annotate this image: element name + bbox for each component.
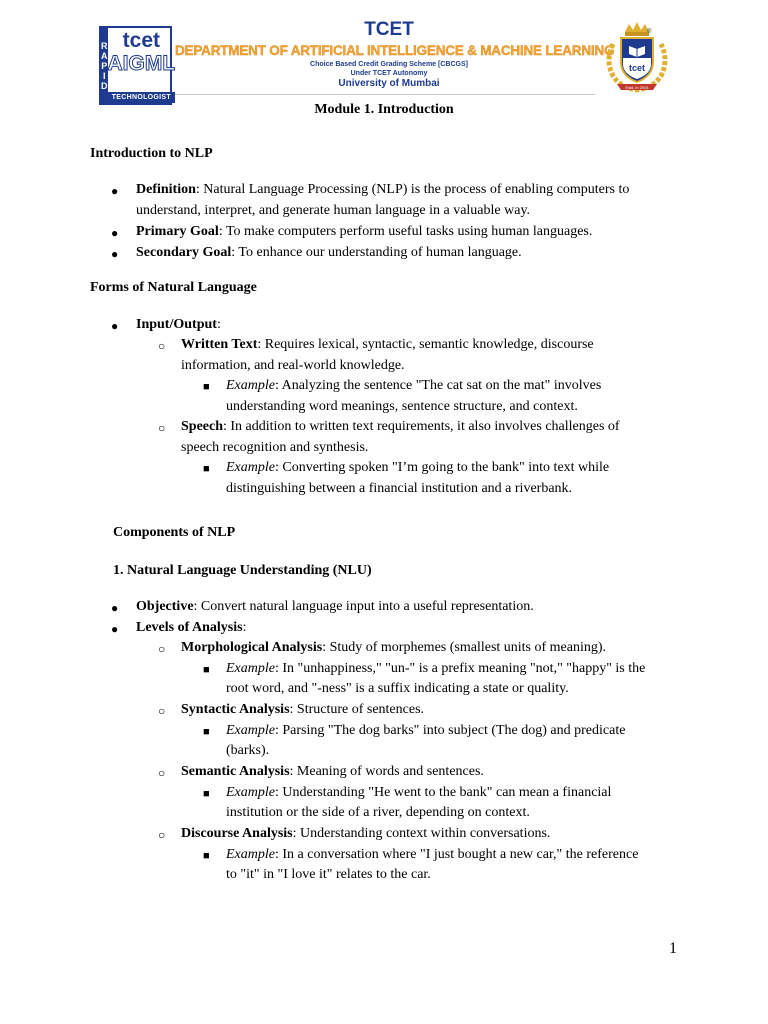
levels-colon: : <box>242 620 247 635</box>
list-item-speech <box>181 417 620 437</box>
section-heading-forms: Forms of Natural Language <box>90 280 257 295</box>
tcet-crest-logo <box>599 18 675 96</box>
example-text-continued: (barks). <box>226 743 270 758</box>
letterhead-text <box>175 18 615 90</box>
term-morphological-analysis: Morphological Analysis <box>181 640 323 655</box>
bullet-icon: ● <box>111 319 119 333</box>
tcet-aiml-logo <box>99 26 176 105</box>
speech-desc-continued: speech recognition and synthesis. <box>181 440 369 455</box>
bullet-icon: ● <box>111 226 119 240</box>
example-text: : In a conversation where "I just bought a new car," the reference <box>274 847 639 862</box>
example-bullet-icon: ■ <box>203 788 210 800</box>
example-text-continued: institution or the side of a river, depending on context. <box>226 805 530 820</box>
example-written-text <box>226 376 601 396</box>
list-item-secondary-goal <box>136 243 522 263</box>
term-primary-goal: Primary Goal <box>136 224 219 239</box>
bullet-icon: ● <box>111 601 119 615</box>
example-label: Example <box>226 378 275 393</box>
example-syntactic <box>226 721 625 741</box>
term-semantic-analysis: Semantic Analysis <box>181 764 290 779</box>
list-item-definition <box>136 180 629 200</box>
rapid-letter-d: D <box>101 80 108 91</box>
morphological-desc: : Study of morphemes (smallest units of meaning). <box>322 640 607 655</box>
grading-scheme: Choice Based Credit Grading Scheme [CBCGS] <box>310 61 468 68</box>
example-text-continued: to "it" in "I love it" relates to the car. <box>226 867 431 882</box>
bullet-icon: ● <box>111 247 119 261</box>
objective-text: : Convert natural language input into a useful representation. <box>193 599 534 614</box>
definition-text-continued: understand, interpret, and generate human language in a valuable way. <box>136 203 531 218</box>
logo-main <box>108 28 176 103</box>
rapid-letter-r: R <box>101 40 108 51</box>
example-speech <box>226 458 609 478</box>
written-text-desc: : Requires lexical, syntactic, semantic knowledge, discourse <box>257 337 594 352</box>
example-text: : Understanding "He went to the bank" can mean a financial <box>274 785 612 800</box>
bullet-icon: ● <box>111 622 119 636</box>
example-text: : Parsing "The dog barks" into subject (The dog) and predicate <box>274 723 626 738</box>
logo-aiml-text: AIGML <box>107 52 176 75</box>
section-heading-nlu: 1. Natural Language Understanding (NLU) <box>113 563 372 578</box>
module-title: Module 1. Introduction <box>314 102 454 117</box>
term-written-text: Written Text <box>181 337 258 352</box>
logo-tagline: TECHNOLOGIST <box>108 92 176 103</box>
example-bullet-icon: ■ <box>203 850 210 862</box>
written-text-desc-continued: information, and real-world knowledge. <box>181 358 405 373</box>
page-number: 1 <box>669 940 677 957</box>
sub-bullet-icon: ○ <box>158 642 166 656</box>
example-label: Example <box>226 460 275 475</box>
list-item-syntactic <box>181 700 424 720</box>
rapid-letter-p: P <box>101 60 108 71</box>
bullet-icon: ● <box>111 184 119 198</box>
example-morphological <box>226 659 645 679</box>
example-label: Example <box>226 847 275 862</box>
example-text: : Analyzing the sentence "The cat sat on the mat" involves <box>274 378 602 393</box>
example-text: : Converting spoken "I’m going to the bank" into text while <box>274 460 610 475</box>
rapid-letter-a: A <box>101 50 108 61</box>
sub-bullet-icon: ○ <box>158 421 166 435</box>
term-discourse-analysis: Discourse Analysis <box>181 826 293 841</box>
example-label: Example <box>226 785 275 800</box>
example-text: : In "unhappiness," "un-" is a prefix meaning "not," "happy" is the <box>274 661 646 676</box>
example-bullet-icon: ■ <box>203 463 210 475</box>
list-item-morphological <box>181 638 606 658</box>
definition-text: : Natural Language Processing (NLP) is the process of enabling computers to <box>195 182 630 197</box>
sub-bullet-icon: ○ <box>158 828 166 842</box>
example-bullet-icon: ■ <box>203 664 210 676</box>
registered-mark: ® <box>647 29 652 35</box>
list-item-objective <box>136 597 534 617</box>
example-text-continued: understanding word meanings, sentence structure, and context. <box>226 399 578 414</box>
list-item-input-output <box>136 315 221 335</box>
input-output-colon: : <box>216 317 221 332</box>
term-definition: Definition <box>136 182 196 197</box>
secondary-goal-text: : To enhance our understanding of human language. <box>231 245 522 260</box>
department-name: DEPARTMENT OF ARTIFICIAL INTELLIGENCE & MACHINE LEARNING <box>175 43 615 58</box>
crest-brand-text: tcet <box>628 63 646 73</box>
sub-bullet-icon: ○ <box>158 339 166 353</box>
crest-icon <box>599 18 675 96</box>
term-speech: Speech <box>181 419 223 434</box>
speech-desc: : In addition to written text requirements, it also involves challenges of <box>223 419 620 434</box>
rapid-letter-i: I <box>102 70 106 81</box>
crest-estd-text: Estd. in 2001 <box>625 85 649 90</box>
example-label: Example <box>226 723 275 738</box>
term-objective: Objective <box>136 599 194 614</box>
syntactic-desc: : Structure of sentences. <box>289 702 425 717</box>
list-item-primary-goal <box>136 222 592 242</box>
list-item-discourse <box>181 824 550 844</box>
letterhead <box>99 18 677 101</box>
list-item-levels-of-analysis <box>136 618 246 638</box>
logo-brand-text: tcet <box>122 29 160 52</box>
list-item-semantic <box>181 762 484 782</box>
university-name: University of Mumbai <box>338 78 440 89</box>
sub-bullet-icon: ○ <box>158 766 166 780</box>
term-syntactic-analysis: Syntactic Analysis <box>181 702 290 717</box>
example-discourse <box>226 845 638 865</box>
example-text-continued: root word, and "-ness" is a suffix indicating a state or quality. <box>226 681 569 696</box>
discourse-desc: : Understanding context within conversations. <box>292 826 551 841</box>
semantic-desc: : Meaning of words and sentences. <box>289 764 484 779</box>
example-text-continued: distinguishing between a financial institution and a riverbank. <box>226 481 573 496</box>
term-levels-of-analysis: Levels of Analysis <box>136 620 243 635</box>
autonomy-line: Under TCET Autonomy <box>350 70 428 77</box>
section-heading-introduction: Introduction to NLP <box>90 146 213 161</box>
primary-goal-text: : To make computers perform useful tasks using human languages. <box>218 224 593 239</box>
institute-name: TCET <box>364 19 414 40</box>
example-bullet-icon: ■ <box>203 381 210 393</box>
section-heading-components: Components of NLP <box>113 525 236 540</box>
term-input-output: Input/Output <box>136 317 217 332</box>
sub-bullet-icon: ○ <box>158 704 166 718</box>
example-bullet-icon: ■ <box>203 726 210 738</box>
example-label: Example <box>226 661 275 676</box>
letterhead-rule <box>175 94 595 95</box>
list-item-written-text <box>181 335 594 355</box>
term-secondary-goal: Secondary Goal <box>136 245 232 260</box>
example-semantic <box>226 783 611 803</box>
